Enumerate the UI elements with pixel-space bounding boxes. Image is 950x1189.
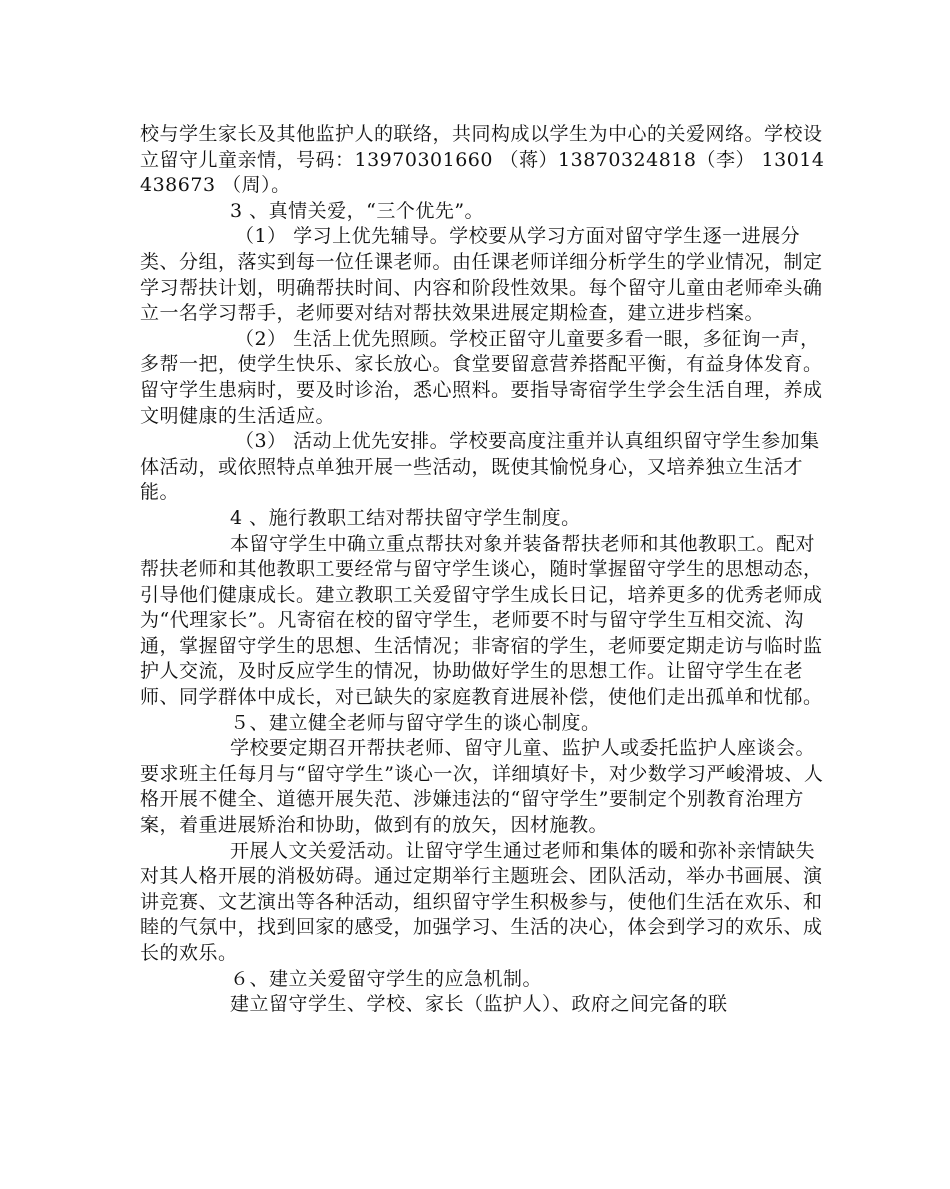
paragraph-staff-pairing: 本留守学生中确立重点帮扶对象并装备帮扶老师和其他教职工。配对帮扶老师和其他教职工要经常与留守学生谈心，随时掌握留守学生的思想动态，引导他们健康成长。建立教职工关爱留守学生成长日记，培养更多的优秀老师成为“代理家长”。凡寄宿在校的留守学生，老师要不时与留守学生互相交流、沟通，掌握留守学生的思想、生活情况；非寄宿的学生，老师要定期走访与临时监护人交流，及时反应学生的情况，协助做好学生的思想工作。让留守学生在老师、同学群体中成长，对已缺失的家庭教育进展补偿，使他们走出孤单和忧郁。 (140, 532, 823, 709)
heading-heart-talk-system: ５、建立健全老师与留守学生的谈心制度。 (230, 711, 601, 734)
heading-staff-pairing: 4 、施行教职工结对帮扶留守学生制度。 (230, 506, 581, 529)
paragraph-life-priority: （2） 生活上优先照顾。学校正留守儿童要多看一眼，多征询一声，多帮一把，使学生快乐、家长放心。食堂要留意营养搭配平衡，有益身体发育。留守学生患病时，要及时诊治，悉心照料。要指导寄宿学生学会生活自理，养成文明健康的生活适应。 (140, 327, 823, 427)
paragraph-study-priority: （1） 学习上优先辅导。学校要从学习方面对留守学生逐一进展分类、分组，落实到每一位任课老师。由任课老师详细分析学生的学业情况，制定学习帮扶计划，明确帮扶时间、内容和阶段性效果。每个留守儿童由老师牵头确立一名学习帮手，老师要对结对帮扶效果进展定期检查，建立进步档案。 (140, 225, 823, 325)
paragraph-activity-priority: （3） 活动上优先安排。学校要高度注重并认真组织留守学生参加集体活动，或依照特点单独开展一些活动，既使其愉悦身心，又培养独立生活才能。 (140, 430, 820, 504)
paragraph-contact-network: 校与学生家长及其他监护人的联络，共同构成以学生为中心的关爱网络。学校设立留守儿童亲情，号码：13970301660 （蒋）13870324818（李） 13014438673 （周）。 (140, 123, 825, 197)
paragraph-emergency-mechanism: 建立留守学生、学校、家长（监护人）、政府之间完备的联 (230, 993, 728, 1016)
paragraph-humanistic-care: 开展人文关爱活动。让留守学生通过老师和集体的暖和弥补亲情缺失对其人格开展的消极妨碍。通过定期举行主题班会、团队活动，举办书画展、演讲竞赛、文艺演出等各种活动，组织留守学生积极参与，使他们生活在欢乐、和睦的气氛中，找到回家的感受，加强学习、生活的决心，体会到学习的欢乐、成长的欢乐。 (140, 839, 823, 964)
heading-three-priorities: 3 、真情关爱，“三个优先”。 (230, 199, 485, 222)
heading-emergency-mechanism: ６、建立关爱留守学生的应急机制。 (230, 967, 543, 990)
document-page (140, 122, 830, 1018)
paragraph-heart-talk-system: 学校要定期召开帮扶老师、留守儿童、监护人或委托监护人座谈会。要求班主任每月与“留守学生”谈心一次，详细填好卡，对少数学习严峻滑坡、人格开展不健全、道德开展失范、涉嫌违法的“留守学生”要制定个别教育治理方案，着重进展矫治和协助，做到有的放矢，因材施教。 (140, 737, 824, 837)
